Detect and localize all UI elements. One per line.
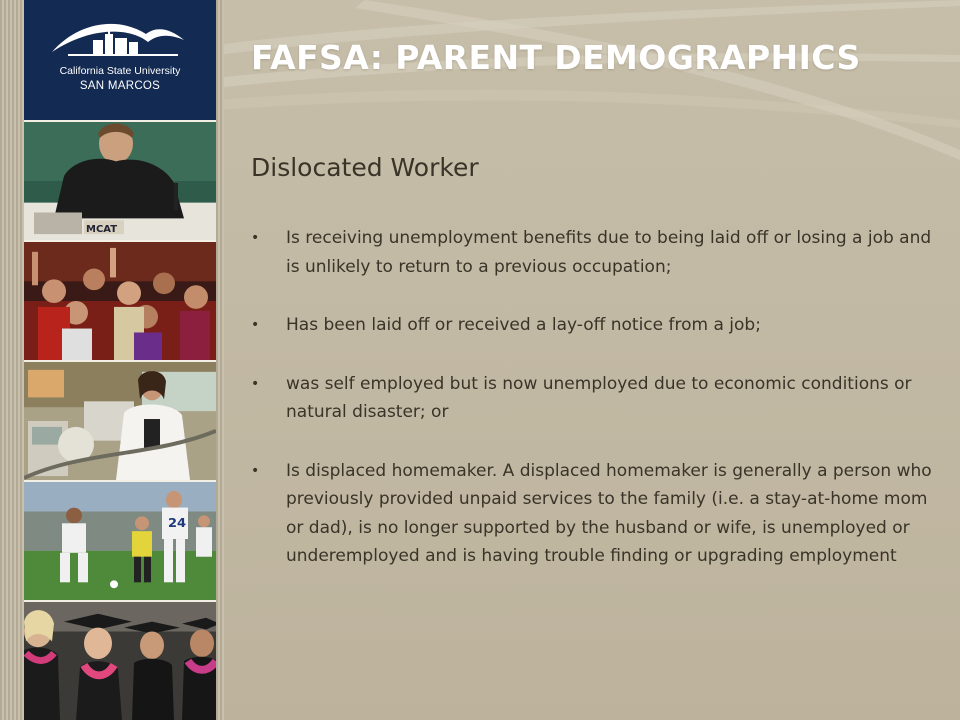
bullet-dot-icon: • xyxy=(251,317,260,333)
bullet-dot-icon: • xyxy=(251,375,260,392)
slide-subtitle: Dislocated Worker xyxy=(251,153,479,182)
university-name: California State University xyxy=(59,65,181,77)
left-stripe-decoration xyxy=(0,0,24,720)
photo-student-studying xyxy=(24,120,216,240)
photo-soccer-players xyxy=(24,480,216,600)
photo-graduates xyxy=(24,600,216,720)
slide-title: FAFSA: PARENT DEMOGRAPHICS xyxy=(251,38,861,77)
bullet-item xyxy=(251,370,941,427)
bullet-item xyxy=(251,224,941,281)
bullet-text: Is receiving unemployment benefits due to being laid off or losing a job and is unlikely to return to a previous occupation; xyxy=(286,228,932,277)
university-logo xyxy=(24,0,216,120)
bullet-dot-icon: • xyxy=(251,230,260,246)
bullet-text: Has been laid off or received a lay-off notice from a job; xyxy=(286,315,761,335)
campus-name: SAN MARCOS xyxy=(79,80,161,92)
bullet-text: was self employed but is now unemployed due to economic conditions or natural disaster; or xyxy=(286,373,912,422)
photo-lab-researcher xyxy=(24,360,216,480)
mcat-book-label: MCAT xyxy=(86,224,118,236)
bullet-text: Is displaced homemaker. A displaced homemaker is generally a person who previously provided unpaid services to the family (i.e. a stay-at-home mom or dad), is no longer supported by the husband or wife, is unemployed or underemployed and is having trouble finding or upgrading employment xyxy=(286,460,932,566)
campus-skyline-logo-icon xyxy=(48,14,188,64)
bullet-list xyxy=(251,224,941,601)
jersey-number: 24 xyxy=(168,516,187,532)
sidebar-stripe-decoration xyxy=(216,0,224,720)
bullet-dot-icon: • xyxy=(251,462,260,479)
bullet-item xyxy=(251,457,941,571)
photo-cheering-crowd xyxy=(24,240,216,360)
bullet-item xyxy=(251,311,941,340)
